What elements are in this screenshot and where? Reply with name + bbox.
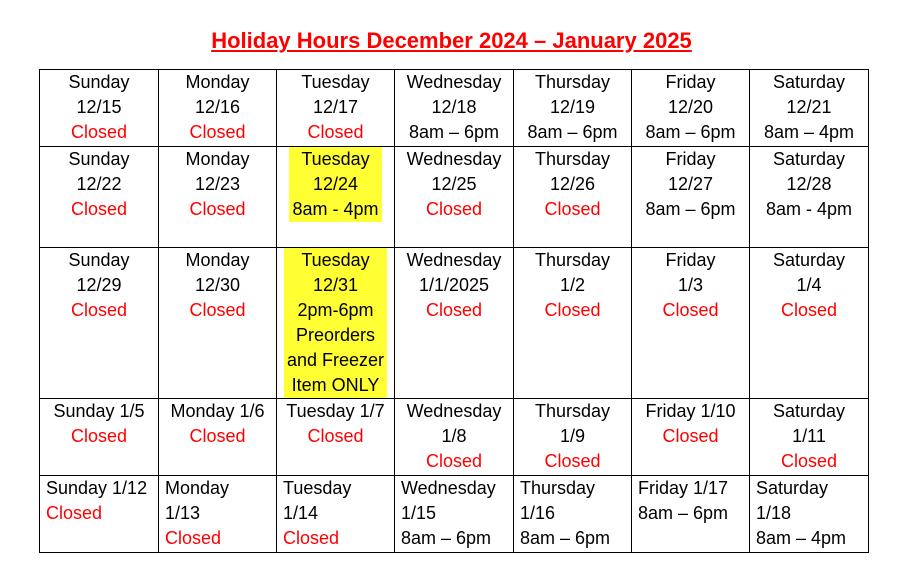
day-detail: 8am – 4pm <box>763 122 855 142</box>
day-cell <box>514 70 632 147</box>
closed-label: Closed <box>544 300 601 320</box>
day-detail: 8am – 6pm <box>401 528 492 548</box>
closed-label: Closed <box>189 199 246 219</box>
day-detail: 12/16 <box>194 97 241 117</box>
day-cell <box>750 70 869 147</box>
day-detail: 12/26 <box>549 174 596 194</box>
day-detail: 12/17 <box>312 97 359 117</box>
closed-label: Closed <box>307 122 364 142</box>
day-detail: 8am - 4pm <box>292 199 379 219</box>
day-cell <box>159 476 277 553</box>
day-cell <box>277 147 395 248</box>
week-row <box>40 399 869 476</box>
day-detail: 1/4 <box>796 275 822 295</box>
day-cell <box>514 399 632 476</box>
day-detail: 12/27 <box>667 174 714 194</box>
day-detail: 12/21 <box>786 97 832 117</box>
day-cell <box>395 476 514 553</box>
closed-label: Closed <box>544 451 601 471</box>
day-cell <box>277 476 395 553</box>
day-name: Friday <box>665 149 716 169</box>
highlighted-hours <box>289 147 381 222</box>
day-detail: 12/22 <box>76 174 122 194</box>
day-detail: 12/15 <box>76 97 122 117</box>
closed-label: Closed <box>283 528 340 548</box>
day-name: Saturday <box>772 72 846 92</box>
day-detail: 12/28 <box>786 174 832 194</box>
day-name: Thursday <box>534 250 611 270</box>
closed-label: Closed <box>544 199 601 219</box>
day-detail: Preorders <box>295 325 376 345</box>
day-detail: and Freezer <box>286 350 385 370</box>
day-detail: 8am – 6pm <box>408 122 500 142</box>
day-name: Tuesday <box>301 72 370 92</box>
day-name: Saturday <box>756 478 829 498</box>
day-detail: 1/3 <box>677 275 704 295</box>
day-name: Monday <box>185 149 250 169</box>
day-detail: 8am – 4pm <box>756 528 847 548</box>
day-name: Wednesday <box>406 72 502 92</box>
day-detail: 12/19 <box>549 97 596 117</box>
day-detail: 12/18 <box>431 97 477 117</box>
closed-label: Closed <box>165 528 222 548</box>
day-name: Friday <box>665 72 716 92</box>
page-title: Holiday Hours December 2024 – January 2025 <box>211 28 692 53</box>
closed-label: Closed <box>662 426 719 446</box>
day-name: Monday <box>185 72 250 92</box>
day-detail: 1/14 <box>283 503 319 523</box>
holiday-hours-table <box>39 69 869 553</box>
day-cell <box>632 399 750 476</box>
day-name: Wednesday <box>406 401 502 421</box>
closed-label: Closed <box>425 300 483 320</box>
day-detail: 8am – 6pm <box>527 122 618 142</box>
day-cell <box>277 70 395 147</box>
day-cell <box>514 147 632 248</box>
day-detail: 12/29 <box>76 275 122 295</box>
closed-label: Closed <box>425 199 483 219</box>
day-name: Tuesday <box>301 149 370 169</box>
closed-label: Closed <box>70 426 128 446</box>
closed-label: Closed <box>70 300 128 320</box>
day-detail: 8am – 6pm <box>645 122 736 142</box>
day-cell <box>750 147 869 248</box>
day-cell <box>632 476 750 553</box>
day-detail: 12/30 <box>194 275 241 295</box>
day-detail: 1/13 <box>165 503 201 523</box>
day-name: Wednesday <box>406 149 502 169</box>
day-detail: 1/11 <box>792 426 826 446</box>
closed-label: Closed <box>425 451 483 471</box>
closed-label: Closed <box>780 451 838 471</box>
highlighted-hours <box>284 248 387 398</box>
day-cell <box>750 248 869 399</box>
day-name: Sunday 1/12 <box>46 478 148 498</box>
day-name: Tuesday <box>301 250 370 270</box>
week-row <box>40 147 869 248</box>
day-name: Saturday <box>772 250 846 270</box>
day-cell <box>40 70 159 147</box>
day-detail: Item ONLY <box>291 375 380 395</box>
day-detail: 12/31 <box>312 275 359 295</box>
day-cell <box>632 248 750 399</box>
day-name: Thursday <box>520 478 596 498</box>
day-detail: 8am – 6pm <box>638 503 729 523</box>
day-name: Friday 1/10 <box>645 401 736 421</box>
day-detail: 8am - 4pm <box>765 199 853 219</box>
day-name: Sunday <box>68 149 130 169</box>
day-cell <box>277 399 395 476</box>
week-row <box>40 70 869 147</box>
day-detail: 1/18 <box>756 503 792 523</box>
day-cell <box>159 399 277 476</box>
week-row <box>40 476 869 553</box>
day-name: Saturday <box>772 401 846 421</box>
day-cell <box>514 476 632 553</box>
closed-label: Closed <box>189 426 246 446</box>
day-detail: 2pm-6pm <box>297 300 374 320</box>
day-name: Monday <box>165 478 230 498</box>
closed-label: Closed <box>189 300 246 320</box>
day-cell <box>40 476 159 553</box>
day-name: Monday 1/6 <box>170 401 265 421</box>
day-cell <box>395 399 514 476</box>
day-detail: 1/15 <box>401 503 437 523</box>
day-detail: 1/9 <box>559 426 586 446</box>
day-name: Friday <box>665 250 716 270</box>
day-name: Thursday <box>534 72 611 92</box>
day-name: Sunday <box>68 250 130 270</box>
day-name: Wednesday <box>406 250 502 270</box>
week-row <box>40 248 869 399</box>
day-detail: 12/20 <box>667 97 714 117</box>
day-detail: 12/24 <box>312 174 359 194</box>
closed-label: Closed <box>70 199 128 219</box>
closed-label: Closed <box>70 122 128 142</box>
day-detail: 1/1/2025 <box>418 275 490 295</box>
day-detail: 8am – 6pm <box>520 528 611 548</box>
day-name: Tuesday <box>283 478 352 498</box>
day-cell <box>159 147 277 248</box>
day-name: Wednesday <box>401 478 496 498</box>
day-cell <box>632 70 750 147</box>
day-name: Thursday <box>534 401 611 421</box>
day-detail: 1/16 <box>520 503 556 523</box>
day-cell <box>40 399 159 476</box>
closed-label: Closed <box>780 300 838 320</box>
day-cell <box>40 147 159 248</box>
day-name: Sunday 1/5 <box>53 401 145 421</box>
day-detail: 8am – 6pm <box>645 199 736 219</box>
closed-label: Closed <box>46 503 103 523</box>
closed-label: Closed <box>662 300 719 320</box>
day-cell <box>395 248 514 399</box>
day-cell <box>40 248 159 399</box>
day-cell <box>395 70 514 147</box>
closed-label: Closed <box>307 426 364 446</box>
day-cell <box>159 248 277 399</box>
day-cell <box>159 70 277 147</box>
day-detail: 12/25 <box>431 174 477 194</box>
day-cell <box>395 147 514 248</box>
closed-label: Closed <box>189 122 246 142</box>
day-cell <box>750 399 869 476</box>
day-detail: 1/8 <box>441 426 467 446</box>
day-name: Friday 1/17 <box>638 478 729 498</box>
day-cell <box>632 147 750 248</box>
day-name: Monday <box>185 250 250 270</box>
day-name: Sunday <box>68 72 130 92</box>
day-name: Saturday <box>772 149 846 169</box>
day-detail: 12/23 <box>194 174 241 194</box>
day-cell <box>277 248 395 399</box>
day-detail: 1/2 <box>559 275 586 295</box>
day-name: Thursday <box>534 149 611 169</box>
day-name: Tuesday 1/7 <box>286 401 385 421</box>
day-cell <box>750 476 869 553</box>
day-cell <box>514 248 632 399</box>
